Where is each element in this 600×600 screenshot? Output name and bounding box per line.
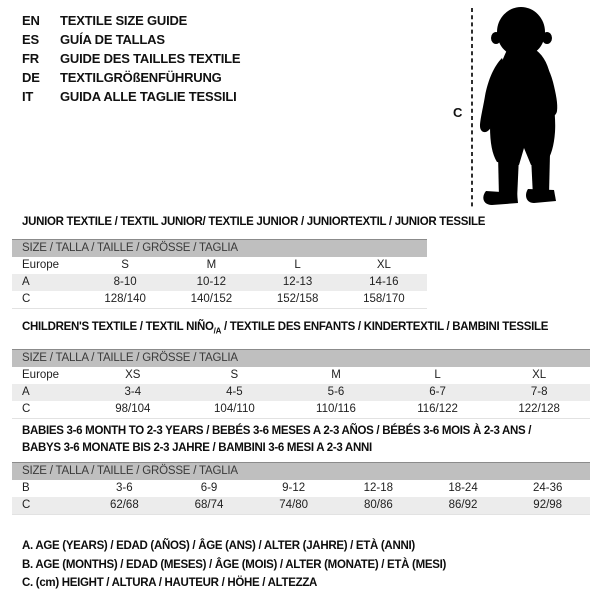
table-row-a <box>12 384 590 401</box>
size-table-header: SIZE / TALLA / TAILLE / GRÖSSE / TAGLIA <box>12 349 590 367</box>
size-value: 6-9 <box>200 482 218 494</box>
row-label: Europe <box>22 369 60 381</box>
size-value: M <box>331 369 341 381</box>
size-table-header: SIZE / TALLA / TAILLE / GRÖSSE / TAGLIA <box>12 239 427 257</box>
size-value: XS <box>125 369 141 381</box>
size-value: 152/158 <box>276 293 319 305</box>
children-section-heading <box>22 321 548 335</box>
children-size-table <box>12 349 590 419</box>
size-value: 128/140 <box>104 293 146 305</box>
language-title: TEXTILGRÖßENFÜHRUNG <box>60 70 222 85</box>
size-value: M <box>206 259 217 271</box>
size-value: 14-16 <box>369 276 399 288</box>
language-title-list <box>22 11 240 106</box>
size-value: 9-12 <box>282 482 306 494</box>
language-row <box>22 68 240 87</box>
language-title: TEXTILE SIZE GUIDE <box>60 13 188 28</box>
size-value: 92/98 <box>533 499 563 511</box>
size-value: 12-18 <box>363 482 394 494</box>
junior-size-table <box>12 239 427 309</box>
size-value: 7-8 <box>530 386 548 398</box>
size-value: 68/74 <box>194 499 224 511</box>
language-row <box>22 87 240 106</box>
row-label: Europe <box>22 259 60 271</box>
row-label: B <box>22 482 30 494</box>
table-row-europe <box>12 367 590 384</box>
size-value: 5-6 <box>327 386 345 398</box>
legend-line: A. AGE (YEARS) / EDAD (AÑOS) / ÂGE (ANS) / ALTER (JAHRE) / ETÀ (ANNI) <box>22 540 415 552</box>
row-label: A <box>22 276 30 288</box>
legend-line: B. AGE (MONTHS) / EDAD (MESES) / ÂGE (MOIS) / ALTER (MONATE) / ETÀ (MESI) <box>22 558 447 571</box>
language-code: EN <box>22 13 40 28</box>
size-value: 98/104 <box>115 403 151 415</box>
language-code: FR <box>22 51 39 66</box>
size-value: 4-5 <box>226 386 243 398</box>
row-label: C <box>22 293 31 305</box>
language-row <box>22 11 240 30</box>
language-title: GUÍA DE TALLAS <box>60 32 165 47</box>
size-value: 86/92 <box>448 499 478 511</box>
table-row-a <box>12 274 427 291</box>
size-value: 3-4 <box>124 386 142 398</box>
children-heading-subscript: /A <box>213 326 222 336</box>
babies-size-table <box>12 462 590 515</box>
size-value: 62/68 <box>109 499 139 511</box>
size-value: 80/86 <box>363 499 393 511</box>
table-row-c <box>12 497 590 514</box>
language-title: GUIDE DES TAILLES TEXTILE <box>60 51 241 66</box>
language-code: ES <box>22 32 39 47</box>
babies-heading-line1: BABIES 3-6 MONTH TO 2-3 YEARS / BEBÉS 3-6 MESES A 2-3 AÑOS / BÉBÉS 3-6 MOIS À 2-3 ANS / <box>22 425 532 437</box>
children-heading-rest: / TEXTILE DES ENFANTS / KINDERTEXTIL / BAMBINI TESSILE <box>221 321 549 333</box>
table-row-europe <box>12 257 427 274</box>
size-value: S <box>230 369 239 381</box>
children-heading-text: CHILDREN'S TEXTILE / TEXTIL NIÑO <box>22 321 214 333</box>
row-label: A <box>22 386 30 398</box>
size-value: 10-12 <box>196 276 227 288</box>
row-label: C <box>22 403 31 415</box>
size-value: L <box>294 259 301 271</box>
baby-silhouette-icon <box>476 4 576 212</box>
language-title: GUIDA ALLE TAGLIE TESSILI <box>60 89 237 104</box>
size-value: 18-24 <box>448 482 478 494</box>
height-dashed-line <box>470 8 474 208</box>
size-value: S <box>121 259 129 271</box>
size-value: 3-6 <box>116 482 133 494</box>
language-row <box>22 30 240 49</box>
babies-section-heading <box>22 423 531 456</box>
size-value: 24-36 <box>532 482 563 494</box>
language-code: IT <box>22 89 34 104</box>
legend-line: C. (cm) HEIGHT / ALTURA / HAUTEUR / HÖHE / ALTEZZA <box>22 577 318 589</box>
junior-section-heading: JUNIOR TEXTILE / TEXTIL JUNIOR/ TEXTILE JUNIOR / JUNIORTEXTIL / JUNIOR TESSILE <box>22 216 486 228</box>
height-measure-label: C <box>453 105 463 120</box>
language-row <box>22 49 240 68</box>
size-value: 12-13 <box>282 276 313 288</box>
size-value: 140/152 <box>190 293 233 305</box>
size-value: 74/80 <box>279 499 309 511</box>
size-value: 122/128 <box>518 403 560 415</box>
size-value: 104/110 <box>214 403 255 415</box>
size-value: XL <box>532 369 547 381</box>
size-value: 8-10 <box>113 276 137 288</box>
size-value: 6-7 <box>429 386 446 398</box>
table-row-c <box>12 401 590 418</box>
size-value: 158/170 <box>363 293 405 305</box>
size-value: 116/122 <box>417 403 458 415</box>
size-value: L <box>434 369 441 381</box>
table-row-b <box>12 480 590 497</box>
size-table-header: SIZE / TALLA / TAILLE / GRÖSSE / TAGLIA <box>12 462 590 480</box>
size-value: 110/116 <box>316 403 356 415</box>
language-code: DE <box>22 70 40 85</box>
measure-legend <box>22 537 446 593</box>
table-row-c <box>12 291 427 308</box>
babies-heading-line2: BABYS 3-6 MONATE BIS 2-3 JAHRE / BAMBINI 3-6 MESI A 2-3 ANNI <box>22 441 372 454</box>
size-value: XL <box>376 259 391 271</box>
row-label: C <box>22 499 31 511</box>
